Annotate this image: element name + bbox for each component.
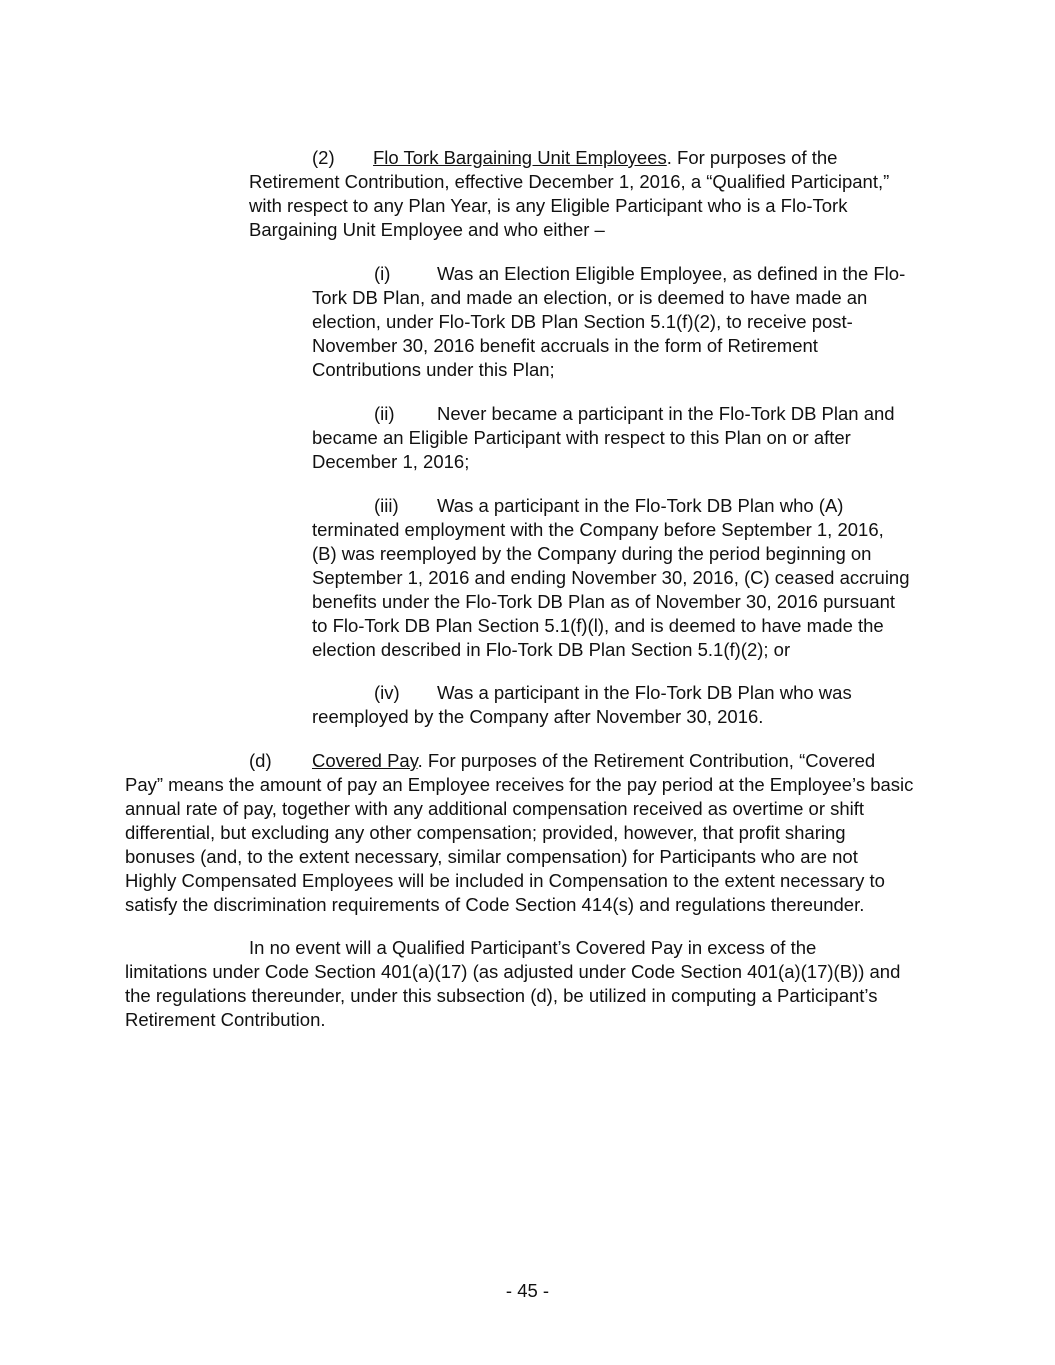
item-iii-line: benefits under the Flo-Tork DB Plan as of November 30, 2016 pursuant — [312, 591, 896, 612]
no-event-line: the regulations thereunder, under this subsection (d), be utilized in computing a Participant’s — [125, 985, 878, 1006]
section-d-line: differential, but excluding any other compensation; provided, however, that profit sharing — [125, 822, 846, 843]
item-i-line: November 30, 2016 benefit accruals in the form of Retirement — [312, 335, 818, 356]
item-ii-paragraph — [312, 402, 895, 474]
section-2-number: (2) — [312, 147, 335, 168]
item-ii-number: (ii) — [374, 403, 395, 424]
section-d-line: satisfy the discrimination requirements of Code Section 414(s) and regulations thereunder. — [125, 894, 865, 915]
section-d-line: bonuses (and, to the extent necessary, similar compensation) for Participants who are not — [125, 846, 858, 867]
item-iii-line: terminated employment with the Company before September 1, 2016, — [312, 519, 884, 540]
no-event-paragraph — [125, 936, 900, 1032]
item-iii-line: election described in Flo-Tork DB Plan Section 5.1(f)(2); or — [312, 639, 791, 660]
section-d-first-line — [125, 749, 913, 773]
section-d-number: (d) — [249, 750, 272, 771]
item-iv-line: reemployed by the Company after November 30, 2016. — [312, 706, 764, 727]
no-event-first-line: In no event will a Qualified Participant’s Covered Pay in excess of the — [249, 937, 817, 958]
item-i-line: Tork DB Plan, and made an election, or is deemed to have made an — [312, 287, 868, 308]
section-2-heading: Flo Tork Bargaining Unit Employees — [373, 147, 667, 168]
section-d-paragraph — [125, 749, 913, 917]
item-ii-first-text: Never became a participant in the Flo-Tork DB Plan and — [437, 403, 895, 424]
item-i-paragraph — [312, 262, 905, 382]
item-iv-first-line — [312, 681, 852, 705]
section-2-line: Bargaining Unit Employee and who either – — [249, 219, 605, 240]
item-iii-paragraph — [312, 494, 910, 662]
item-i-number: (i) — [374, 263, 391, 284]
section-d-heading-tail: . For purposes of the Retirement Contribution, “Covered — [417, 750, 876, 771]
section-2-first-line — [249, 146, 889, 170]
item-ii-line: December 1, 2016; — [312, 451, 470, 472]
no-event-line: Retirement Contribution. — [125, 1009, 326, 1030]
section-d-line: annual rate of pay, together with any additional compensation received as overtime or shift — [125, 798, 865, 819]
item-i-line: election, under Flo-Tork DB Plan Section 5.1(f)(2), to receive post- — [312, 311, 853, 332]
section-d-heading: Covered Pay — [312, 750, 418, 771]
section-2-line: Retirement Contribution, effective December 1, 2016, a “Qualified Participant,” — [249, 171, 890, 192]
item-iii-line: (B) was reemployed by the Company during the period beginning on — [312, 543, 872, 564]
item-i-first-text: Was an Election Eligible Employee, as defined in the Flo- — [437, 263, 906, 284]
item-ii-first-line — [312, 402, 895, 426]
item-ii-line: became an Eligible Participant with respect to this Plan on or after — [312, 427, 851, 448]
section-2-paragraph — [249, 146, 889, 242]
section-d-line: Pay” means the amount of pay an Employee receives for the pay period at the Employee’s basic — [125, 774, 914, 795]
item-iv-number: (iv) — [374, 682, 400, 703]
section-2-heading-tail: . For purposes of the — [666, 147, 838, 168]
section-d-line: Highly Compensated Employees will be included in Compensation to the extent necessary to — [125, 870, 885, 891]
no-event-line: limitations under Code Section 401(a)(17) (as adjusted under Code Section 401(a)(17)(B)) and — [125, 961, 901, 982]
item-iii-first-text: Was a participant in the Flo-Tork DB Plan who (A) — [437, 495, 844, 516]
item-iv-first-text: Was a participant in the Flo-Tork DB Plan who was — [437, 682, 852, 703]
item-iii-line: September 1, 2016 and ending November 30, 2016, (C) ceased accruing — [312, 567, 910, 588]
item-iv-paragraph — [312, 681, 852, 729]
item-i-first-line — [312, 262, 905, 286]
item-iii-first-line — [312, 494, 910, 518]
section-2-line: with respect to any Plan Year, is any Eligible Participant who is a Flo-Tork — [249, 195, 848, 216]
item-iii-line: to Flo-Tork DB Plan Section 5.1(f)(l), and is deemed to have made the — [312, 615, 884, 636]
item-i-line: Contributions under this Plan; — [312, 359, 555, 380]
item-iii-number: (iii) — [374, 495, 399, 516]
page-number: - 45 - — [505, 1280, 550, 1301]
